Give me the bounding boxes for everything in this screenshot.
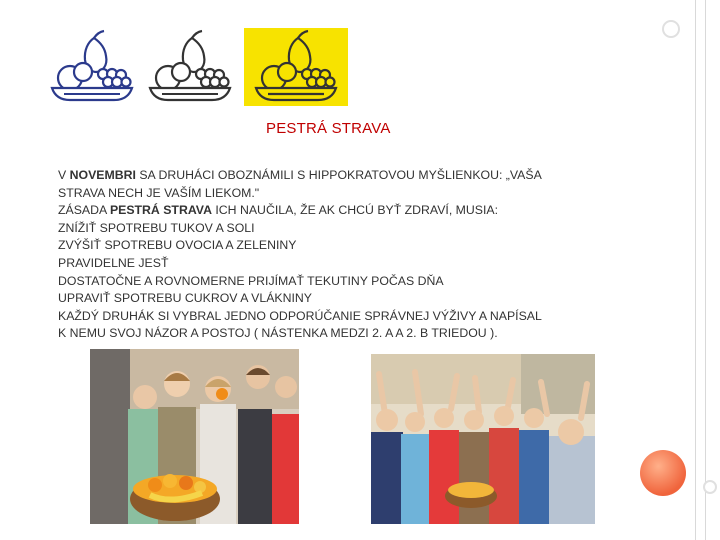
text-line-8: UPRAVIŤ SPOTREBU CUKROV A VLÁKNINY bbox=[58, 291, 312, 306]
text-line-7: DOSTATOČNE A ROVNOMERNE PRIJÍMAŤ TEKUTINY POČAS DŇA bbox=[58, 273, 444, 288]
fruit-bowl-logo-blue bbox=[48, 28, 138, 106]
text-line-1-end: SA DRUHÁCI OBOZNÁMILI S HIPPOKRATOVOU MYŠLIENKOU: „VAŠA bbox=[135, 168, 542, 182]
decorative-circle-orange bbox=[640, 450, 686, 496]
text-line-5: ZVÝŠIŤ SPOTREBU OVOCIA A ZELENINY bbox=[58, 238, 297, 253]
photo-children-raising-hands bbox=[371, 354, 595, 524]
decorative-circle-top bbox=[662, 20, 680, 38]
text-line-9: KAŽDÝ DRUHÁK SI VYBRAL JEDNO ODPORÚČANIE SPRÁVNEJ VÝŽIVY A NAPÍSAL bbox=[58, 308, 542, 323]
text-line-1 bbox=[58, 167, 628, 185]
frame-line-left bbox=[695, 0, 696, 540]
text-line-4: ZNÍŽIŤ SPOTREBU TUKOV A SOLI bbox=[58, 220, 255, 235]
decorative-circle-bottom bbox=[703, 480, 717, 494]
photo-children-with-fruit-basket bbox=[90, 349, 299, 524]
text-line-2: STRAVA NECH JE VAŠÍM LIEKOM." bbox=[58, 185, 260, 200]
text-line-6: PRAVIDELNE JESŤ bbox=[58, 255, 169, 270]
frame-line-right bbox=[705, 0, 706, 540]
text-line-1-start: V bbox=[58, 168, 70, 182]
text-line-3-end: ICH NAUČILA, ŽE AK CHCÚ BYŤ ZDRAVÍ, MUSIA: bbox=[211, 203, 499, 218]
text-line-3-bold: PESTRÁ STRAVA bbox=[109, 203, 212, 218]
text-line-3-start: ZÁSADA bbox=[58, 203, 110, 218]
page-title: PESTRÁ STRAVA bbox=[266, 120, 391, 137]
text-line-10: K NEMU SVOJ NÁZOR A POSTOJ ( NÁSTENKA MEDZI 2. A A 2. B TRIEDOU ). bbox=[58, 326, 498, 341]
body-paragraph bbox=[58, 167, 628, 343]
text-line-3 bbox=[58, 202, 628, 220]
text-line-1-bold: NOVEMBRI bbox=[69, 168, 136, 182]
fruit-bowl-logo-dark bbox=[146, 28, 236, 106]
fruit-bowl-logo-yellow bbox=[244, 28, 348, 106]
